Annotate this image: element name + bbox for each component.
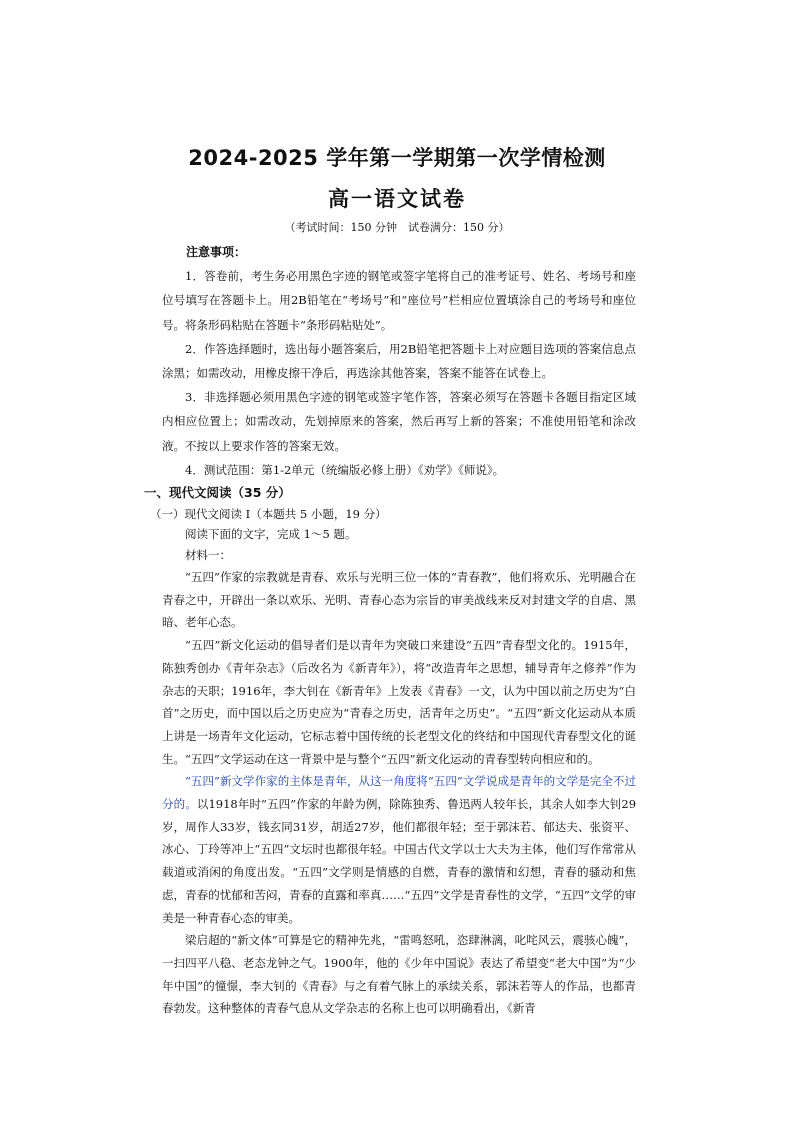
notice-heading: 注意事项： xyxy=(186,245,247,259)
notice-item-1: 1．答卷前，考生务必用黑色字迹的钢笔或签字笔将自己的准考证号、姓名、考场号和座位号填写在答题卡上。用2B铅笔在“考场号”和“座位号”栏相应位置填涂自己的考场号和座位号。将条形码粘贴在答题卡“条形码粘贴处”。 xyxy=(162,269,636,332)
exam-info: （考试时间：150 分钟 试卷满分：150 分） xyxy=(284,221,510,234)
notice-item-4: 4．测试范围：第1-2单元（统编版必修上册）《劝学》《师说》。 xyxy=(185,462,505,477)
paragraph-3-rest: 以1918年时“五四”作家的年龄为例，除陈独秀、鲁迅两人较年长，其余人如李大钊29岁，周作人33岁，钱玄同31岁，胡适27岁，他们都很年轻；至于郭沫若、郁达夫、张资平、冰心、丁玲等冲上“五四”文坛时也都很年轻。中国古代文学以士大夫为主体，他们写作常常从载道或消闲的角度出发。“五四”文学则是情感的自燃，青春的激情和幻想，青春的骚动和焦虑，青春的忧郁和苦闷，青春的直露和率真……“五四”文学是青春性的文学，“五四”文学的审美是一种青春心态的审美。 xyxy=(162,797,637,925)
material-text xyxy=(162,566,636,1020)
reading-instruction: 阅读下面的文字，完成 1～5 题。 xyxy=(185,527,357,542)
highlighted-sentence: “五四”新文学作家的主体是青年，从这一角度将“五四”文学说成是青年的文学是完全不过分的。 xyxy=(162,774,636,812)
material-paragraph-2: “五四”新文化运动的倡导者们是以青年为突破口来建设“五四”青春型文化的。1915年，陈独秀创办《青年杂志》（后改名为《新青年》），将“改造青年之思想，辅导青年之修养”作为杂志的天职；1916年，李大钊在《新青年》上发表《青春》一文，认为中国以前之历史为“白首”之历史，而中国以后之历史应为“青春之历史，活青年之历史”。“五四”新文化运动从本质上讲是一场青年文化运动，它标志着中国传统的长老型文化的终结和中国现代青春型文化的诞生。“五四”文学运动在这一背景中是与整个“五四”新文化运动的青春型转向相应和的。 xyxy=(162,638,636,766)
material-paragraph-3 xyxy=(162,770,636,929)
notice-item-3: 3．非选择题必须用黑色字迹的钢笔或签字笔作答，答案必须写在答题卡各题目指定区域内相应位置上；如需改动，先划掉原来的答案，然后再写上新的答案；不准使用铅笔和涂改液。不按以上要求作答的答案无效。 xyxy=(162,390,636,453)
material-paragraph-4: 梁启超的“新文体”可算是它的精神先兆，“雷鸣怒吼，恣肆淋漓，叱咤风云，震骇心魄”，一扫四平八稳、老态龙钟之气。1900年，他的《少年中国说》表达了希望变“老大中国”为“少年中国”的憧憬，李大钊的《青春》与之有着气脉上的承续关系，郭沫若等人的作品，也都青春勃发。这种整体的青春气息从文学杂志的名称上也可以明确看出，《新青 xyxy=(162,933,636,1016)
exam-title: 2024-2025 学年第一学期第一次学情检测 xyxy=(188,146,606,170)
exam-subtitle: 高一语文试卷 xyxy=(328,187,466,211)
exam-body xyxy=(144,240,637,1020)
notice-item-2: 2．作答选择题时，选出每小题答案后，用2B铅笔把答题卡上对应题目选项的答案信息点涂黑；如需改动，用橡皮擦干净后，再选涂其他答案，答案不能答在试卷上。 xyxy=(162,341,636,381)
material-label: 材料一： xyxy=(185,548,231,563)
material-paragraph-1: “五四”作家的宗教就是青春、欢乐与光明三位一体的“青春教”，他们将欢乐、光明融合在青春之中，开辟出一条以欢乐、光明、青春心态为宗旨的审美战线来反对封建文学的自虐、黑暗、老年心态。 xyxy=(162,570,636,630)
section-heading: 一、现代文阅读（35 分） xyxy=(144,485,291,501)
sub-section-heading: （一）现代文阅读 I（本题共 5 小题，19 分） xyxy=(150,507,387,522)
